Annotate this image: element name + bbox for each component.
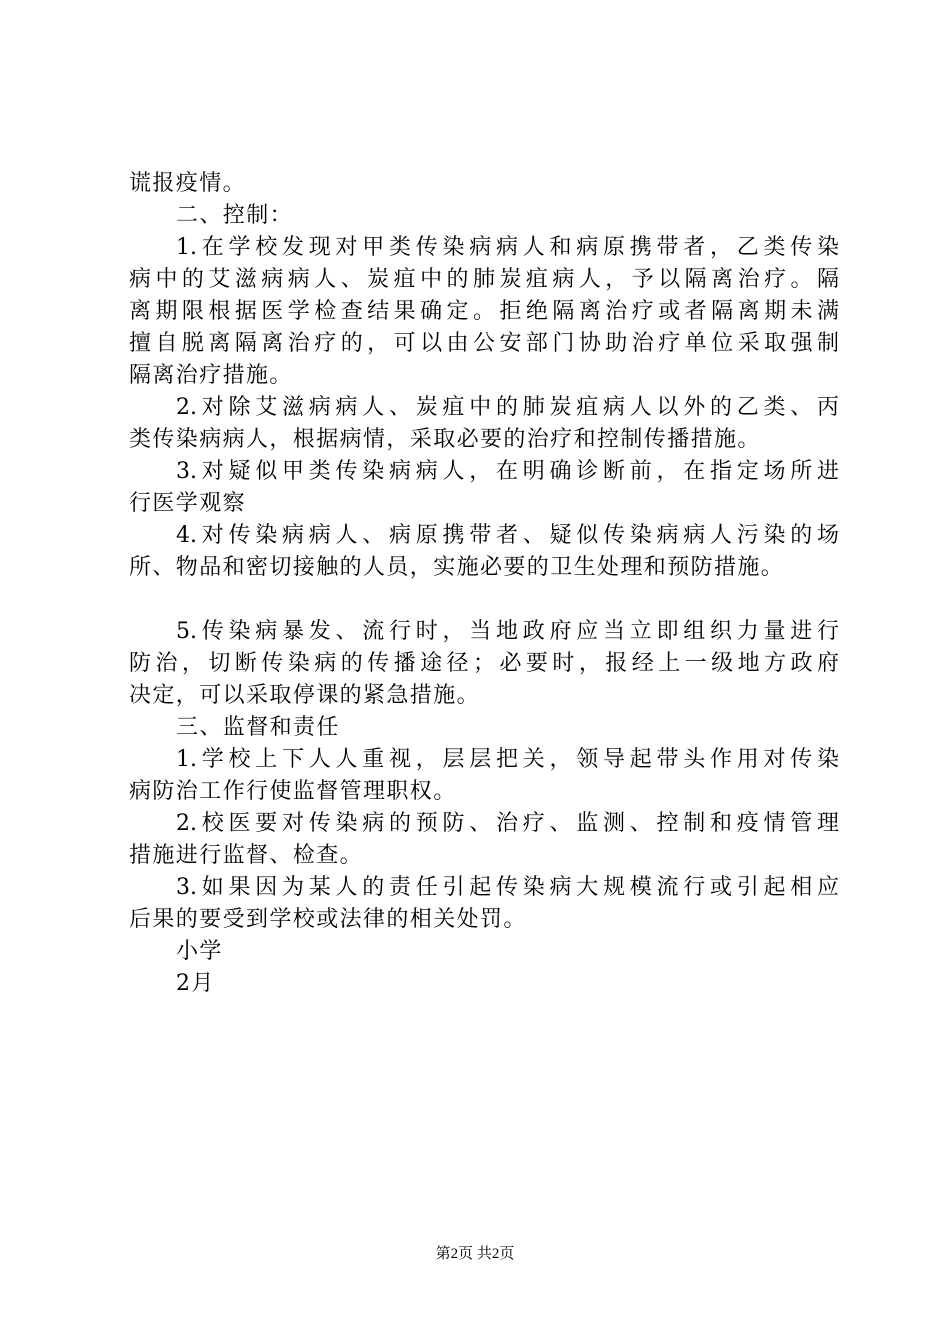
text-line: 擅自脱离隔离治疗的，可以由公安部门协助治疗单位采取强制: [129, 331, 839, 356]
paragraph-gap: [129, 584, 839, 616]
text-line: 决定，可以采取停课的紧急措施。: [129, 683, 481, 708]
text-line: 防治，切断传染病的传播途径；必要时，报经上一级地方政府: [129, 651, 839, 676]
text-line: 所、物品和密切接触的人员，实施必要的卫生处理和预防措施。: [129, 555, 785, 580]
text-line: 5.传染病暴发、流行时，当地政府应当立即组织力量进行: [176, 619, 839, 644]
text-line: 1.在学校发现对甲类传染病病人和病原携带者，乙类传染: [176, 235, 839, 260]
text-line: 谎报疫情。: [129, 171, 247, 196]
text-line: 后果的要受到学校或法律的相关处罚。: [129, 907, 527, 932]
section-heading-supervision: 三、监督和责任: [176, 715, 340, 740]
text-line: 病中的艾滋病病人、炭疽中的肺炭疽病人，予以隔离治疗。隔: [129, 267, 839, 292]
text-line: 2.对除艾滋病病人、炭疽中的肺炭疽病人以外的乙类、丙: [176, 395, 839, 420]
text-line: 隔离治疗措施。: [129, 363, 293, 388]
page-number-footer: 第2页 共2页: [435, 1246, 515, 1262]
section-heading-control: 二、控制：: [176, 203, 294, 228]
text-line: 离期限根据医学检查结果确定。拒绝隔离治疗或者隔离期未满: [129, 299, 839, 324]
text-line: 3.对疑似甲类传染病病人，在明确诊断前，在指定场所进: [176, 459, 839, 484]
signature-school: 小学: [176, 939, 223, 964]
text-line: 4.对传染病病人、病原携带者、疑似传染病病人污染的场: [176, 523, 839, 548]
text-line: 措施进行监督、检查。: [129, 843, 364, 868]
document-body: [129, 168, 839, 1000]
signature-date: 2月: [176, 971, 215, 996]
text-line: 3.如果因为某人的责任引起传染病大规模流行或引起相应: [176, 875, 839, 900]
text-line: 1.学校上下人人重视，层层把关，领导起带头作用对传染: [176, 747, 839, 772]
text-line: 病防治工作行使监督管理职权。: [129, 779, 457, 804]
text-line: 2.校医要对传染病的预防、治疗、监测、控制和疫情管理: [176, 811, 839, 836]
text-line: 类传染病病人，根据病情，采取必要的治疗和控制传播措施。: [129, 427, 761, 452]
text-line: 行医学观察: [129, 491, 247, 516]
